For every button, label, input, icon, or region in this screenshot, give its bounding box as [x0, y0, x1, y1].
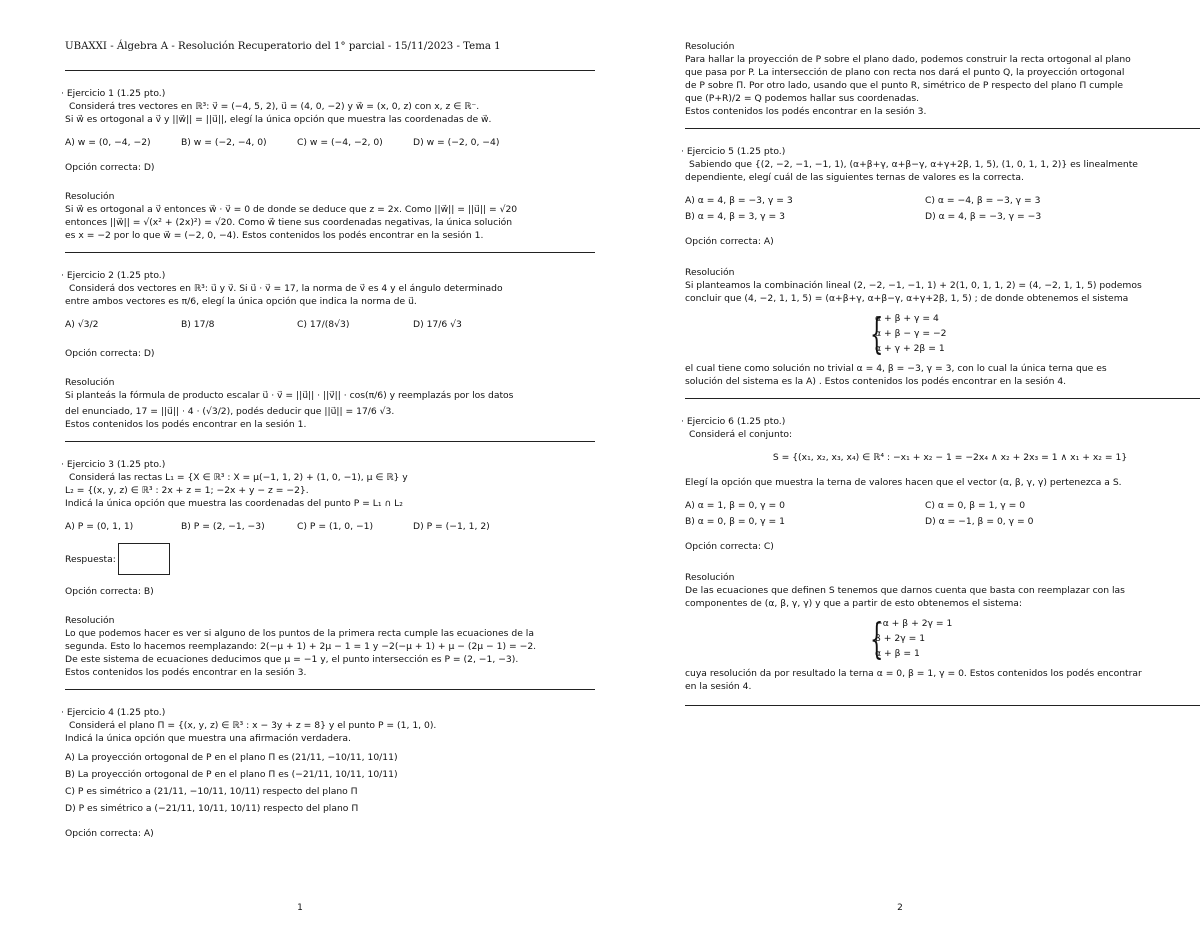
- answer-label: Respuesta:: [65, 553, 116, 565]
- option-a: A) √3/2: [65, 319, 99, 330]
- exercise-6-question: Elegí la opción que muestra la terna de valores hacen que el vector (α, β, γ, γ) pertenezca a S.: [685, 477, 1122, 488]
- option-c: C) 17/(8√3): [297, 319, 350, 330]
- correct-option: Opción correcta: D): [65, 348, 155, 359]
- option-a: A) P = (0, 1, 1): [65, 521, 134, 532]
- resolution-line: que (P+R)/2 = Q podemos hallar sus coordenadas.: [685, 93, 920, 104]
- resolution-line: Si planteamos la combinación lineal (2, −2, −1, −1, 1) + 2(1, 0, 1, 1, 2) = (4, −2, 1, 1, 5) podemos: [685, 280, 1142, 291]
- option-d: D) α = 4, β = −3, γ = −3: [925, 211, 1042, 222]
- exercise-6-title: · Ejercicio 6 (1.25 pto.): [681, 415, 1200, 428]
- exercise-1-title: · Ejercicio 1 (1.25 pto.): [61, 87, 595, 100]
- resolution-title: Resolución: [65, 191, 115, 202]
- option-b: B) α = 4, β = 3, γ = 3: [685, 211, 785, 222]
- divider: [685, 398, 1200, 399]
- option-a: A) w = (0, −4, −2): [65, 137, 151, 148]
- equation-system: [865, 308, 1200, 358]
- equations: [875, 311, 947, 356]
- resolution-line: que pasa por P. La intersección de plano con recta nos dará el punto Q, la proyección ortogonal: [685, 67, 1125, 78]
- resolution-line: entonces ||w⃗|| = √(x² + (2x)²) = √20. Como w⃗ tiene sus coordenadas negativas, la única solución: [65, 217, 513, 228]
- resolution-line: De este sistema de ecuaciones deducimos que μ = −1 y, el punto intersección es P = (2, −1, −3).: [65, 654, 519, 665]
- exercise-3-statement-line: L₂ = {(x, y, z) ∈ ℝ³ : 2x + z = 1; −2x + y − z = −2}.: [65, 485, 309, 496]
- resolution-line: Lo que podemos hacer es ver si alguno de los puntos de la primera recta cumple las ecuaciones de la: [65, 628, 534, 639]
- exercise-1-options: [65, 136, 595, 149]
- correct-option: Opción correcta: A): [685, 236, 774, 247]
- divider: [65, 70, 595, 71]
- resolution-line: componentes de (α, β, γ, γ) y que a partir de esto obtenemos el sistema:: [685, 598, 1023, 609]
- resolution-line: solución del sistema es la A) . Estos contenidos los podés encontrar en la sesión 4.: [685, 376, 1067, 387]
- divider: [65, 441, 595, 442]
- resolution-title: Resolución: [65, 377, 115, 388]
- resolution-line: Si w⃗ es ortogonal a v⃗ entonces w⃗ · v⃗ = 0 de donde se deduce que z = 2x. Como ||w⃗|| = ||u⃗|| = √20: [65, 204, 518, 215]
- exercise-2-statement-line: Considerá dos vectores en ℝ³: u⃗ y v⃗. Si u⃗ · v⃗ = 17, la norma de v⃗ es 4 y el ángulo determinado: [69, 283, 503, 294]
- equation: α + γ + 2β = 1: [875, 343, 945, 354]
- option-c: C) w = (−4, −2, 0): [297, 137, 383, 148]
- exercise-1-statement-line: Considerá tres vectores en ℝ³: v⃗ = (−4, 5, 2), u⃗ = (4, 0, −2) y w⃗ = (x, 0, z) con x, z ∈ ℝ⁻.: [69, 101, 480, 112]
- resolution-line: Estos contenidos los podés encontrar en la sesión 3.: [685, 106, 927, 117]
- resolution-title: Resolución: [685, 41, 735, 52]
- page-1-column: [65, 30, 595, 840]
- exercise-1-statement-line: Si w⃗ es ortogonal a v⃗ y ||w⃗|| = ||u⃗||, elegí la única opción que muestra las coordenadas de w⃗.: [65, 114, 492, 125]
- resolution-line: De las ecuaciones que definen S tenemos que darnos cuenta que basta con reemplazar con las: [685, 585, 1125, 596]
- exercise-5-title: · Ejercicio 5 (1.25 pto.): [681, 145, 1200, 158]
- option-c: C) P es simétrico a (21/11, −10/11, 10/11) respecto del plano Π: [65, 786, 358, 797]
- set-definition: S = {(x₁, x₂, x₃, x₄) ∈ ℝ⁴ : −x₁ + x₂ − 1 = −2x₄ ∧ x₂ + 2x₃ = 1 ∧ x₁ + x₂ = 1}: [772, 452, 1128, 463]
- exercise-4-statement-line: Indicá la única opción que muestra una afirmación verdadera.: [65, 733, 351, 744]
- resolution-line: el cual tiene como solución no trivial α = 4, β = −3, γ = 3, con lo cual la única terna que es: [685, 363, 1107, 374]
- brace: {: [870, 308, 884, 358]
- equation: α + β − γ = −2: [875, 328, 947, 339]
- equation: α + β + γ = 4: [875, 313, 939, 324]
- equation: β + 2γ = 1: [875, 633, 926, 644]
- resolution-line: Estos contenidos los podés encontrar en la sesión 3.: [65, 667, 307, 678]
- option-d: D) 17/6 √3: [413, 319, 462, 330]
- option-c: C) α = 0, β = 1, γ = 0: [925, 500, 1026, 511]
- page-number: 2: [897, 903, 903, 913]
- answer-field[interactable]: [118, 543, 170, 575]
- option-c: C) α = −4, β = −3, γ = 3: [925, 195, 1041, 206]
- option-d: D) α = −1, β = 0, γ = 0: [925, 516, 1034, 527]
- exercise-3-title: · Ejercicio 3 (1.25 pto.): [61, 458, 595, 471]
- option-b: B) P = (2, −1, −3): [181, 521, 265, 532]
- brace: {: [870, 613, 884, 663]
- divider: [685, 705, 1200, 706]
- divider: [65, 252, 595, 253]
- exercise-3-options: [65, 520, 595, 533]
- exercise-5-statement-line: dependiente, elegí cuál de las siguientes ternas de valores es la correcta.: [685, 172, 1024, 183]
- exercise-4-resolution: [685, 40, 1200, 118]
- exercise-5-options: [685, 194, 1200, 223]
- resolution-line: es x = −2 por lo que w⃗ = (−2, 0, −4). Estos contenidos los podés encontrar en la sesión 1.: [65, 230, 484, 241]
- resolution-line: concluir que (4, −2, 1, 1, 5) = (α+β+γ, α+β−γ, α+γ+2β, 1, 5) ; de donde obtenemos el sistema: [685, 293, 1129, 304]
- resolution-line: segunda. Esto lo hacemos reemplazando: 2(−μ + 1) + 2μ − 1 = 1 y −2(−μ + 1) + μ − (2μ − 1) = −2.: [65, 641, 537, 652]
- exercise-4-statement-line: Considerá el plano Π = {(x, y, z) ∈ ℝ³ : x − 3y + z = 8} y el punto P = (1, 1, 0).: [69, 720, 437, 731]
- page-number: 1: [297, 903, 303, 913]
- page-2-column: [685, 40, 1200, 706]
- option-b: B) α = 0, β = 0, γ = 1: [685, 516, 785, 527]
- option-a: A) α = 1, β = 0, γ = 0: [685, 500, 785, 511]
- page-2: [600, 0, 1200, 927]
- resolution-line: de P sobre Π. Por otro lado, usando que el punto R, simétrico de P respecto del plano Π cumple: [685, 80, 1124, 91]
- resolution-title: Resolución: [685, 572, 735, 583]
- option-c: C) P = (1, 0, −1): [297, 521, 374, 532]
- exercise-5: [685, 145, 1200, 388]
- option-d: D) P es simétrico a (−21/11, 10/11, 10/11) respecto del plano Π: [65, 803, 359, 814]
- exercise-3: [65, 458, 595, 679]
- resolution-line: Estos contenidos los podés encontrar en la sesión 1.: [65, 419, 307, 430]
- resolution-title: Resolución: [65, 615, 115, 626]
- option-b: B) 17/8: [181, 319, 215, 330]
- option-a: A) α = 4, β = −3, γ = 3: [685, 195, 793, 206]
- equation-system: [865, 613, 1200, 663]
- page-header: UBAXXI - Álgebra A - Resolución Recuperatorio del 1° parcial - 15/11/2023 - Tema 1: [65, 41, 501, 52]
- exercise-2-options: [65, 318, 595, 331]
- exercise-1: [65, 87, 595, 242]
- divider: [685, 128, 1200, 129]
- option-d: D) w = (−2, 0, −4): [413, 137, 500, 148]
- option-d: D) P = (−1, 1, 2): [413, 521, 490, 532]
- option-b: B) w = (−2, −4, 0): [181, 137, 267, 148]
- exercise-2-statement-line: entre ambos vectores es π/6, elegí la única opción que indica la norma de u⃗.: [65, 296, 417, 307]
- exercise-3-statement-line: Indicá la única opción que muestra las coordenadas del punto P = L₁ ∩ L₂: [65, 498, 403, 509]
- correct-option: Opción correcta: D): [65, 162, 155, 173]
- divider: [65, 689, 595, 690]
- equation: α + β = 1: [875, 648, 920, 659]
- exercise-4-options: [65, 751, 595, 815]
- resolution-title: Resolución: [685, 267, 735, 278]
- correct-option: Opción correcta: B): [65, 586, 154, 597]
- correct-option: Opción correcta: A): [65, 828, 154, 839]
- exercise-2: [65, 269, 595, 431]
- equation: −α + β + 2γ = 1: [875, 618, 953, 629]
- exercise-2-title: · Ejercicio 2 (1.25 pto.): [61, 269, 595, 282]
- exercise-4: [65, 706, 595, 840]
- exercise-6: [685, 415, 1200, 693]
- resolution-line: Si planteás la fórmula de producto escalar u⃗ · v⃗ = ||u⃗|| · ||v⃗|| · cos(π/6) y reemplazás por los datos: [65, 390, 514, 401]
- exercise-6-options: [685, 499, 1200, 528]
- exercise-6-intro: Considerá el conjunto:: [689, 429, 793, 440]
- resolution-line: Para hallar la proyección de P sobre el plano dado, podemos construir la recta ortogonal al plano: [685, 54, 1131, 65]
- correct-option: Opción correcta: C): [685, 541, 774, 552]
- resolution-line: del enunciado, 17 = ||u⃗|| · 4 · (√3/2), podés deducir que ||u⃗|| = 17/6 √3.: [65, 406, 395, 417]
- exercise-5-statement-line: Sabiendo que {(2, −2, −1, −1, 1), (α+β+γ, α+β−γ, α+γ+2β, 1, 5), (1, 0, 1, 1, 2)} es linealmente: [689, 159, 1138, 170]
- option-b: B) La proyección ortogonal de P en el plano Π es (−21/11, 10/11, 10/11): [65, 769, 398, 780]
- option-a: A) La proyección ortogonal de P en el plano Π es (21/11, −10/11, 10/11): [65, 752, 398, 763]
- exercise-3-statement-line: Considerá las rectas L₁ = {X ∈ ℝ³ : X = μ(−1, 1, 2) + (1, 0, −1), μ ∈ ℝ} y: [69, 472, 408, 483]
- exercise-4-title: · Ejercicio 4 (1.25 pto.): [61, 706, 595, 719]
- answer-box: [65, 543, 595, 575]
- resolution-line: en la sesión 4.: [685, 681, 752, 692]
- equations: [875, 616, 952, 661]
- resolution-line: cuya resolución da por resultado la terna α = 0, β = 1, γ = 0. Estos contenidos los podés encontrar: [685, 668, 1142, 679]
